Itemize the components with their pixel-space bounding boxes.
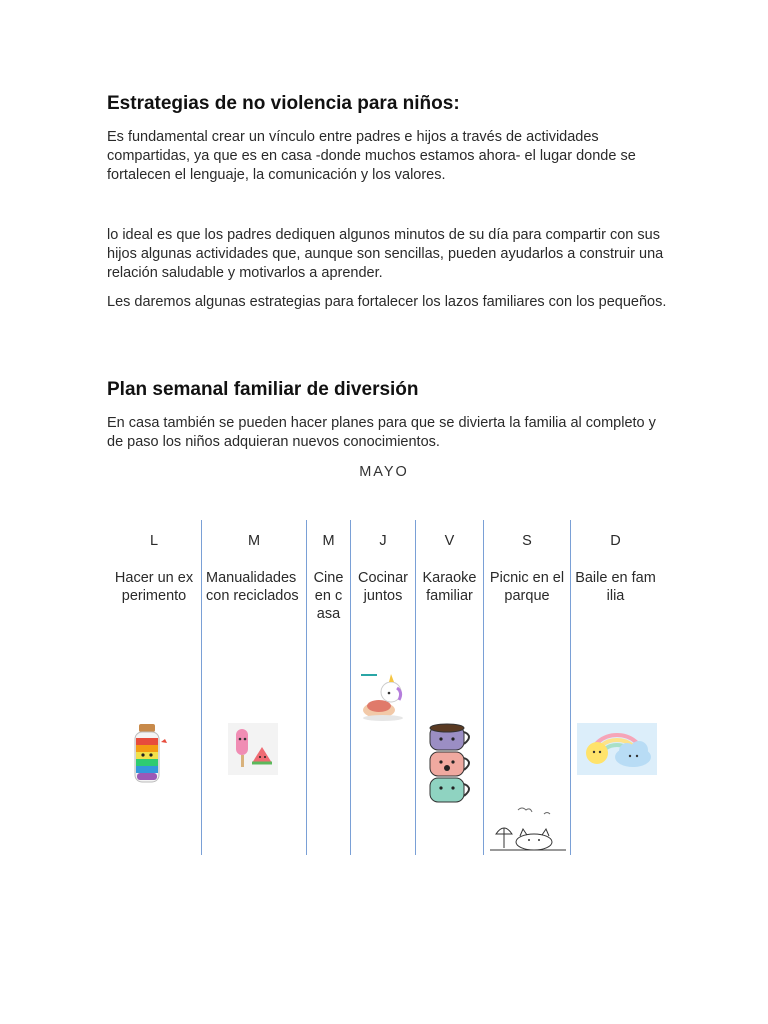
activity-label: Picnic en el parque (489, 570, 565, 604)
day-letter: S (522, 533, 532, 549)
intro-paragraph-2: lo ideal es que los padres dediquen algunos minutos de su día para compartir con sus hijos algunas actividades que, aunque son sencillas, pueden ayudarlos a construir una relación saludable y motivarlos a aprender. (107, 227, 664, 281)
day-letter: M (322, 533, 335, 549)
activity-label: Manualidades con reciclados (206, 570, 299, 604)
month-label: MAYO (359, 464, 409, 480)
day-column-wednesday (307, 520, 351, 855)
intro-paragraph-3: Les daremos algunas estrategias para fortalecer los lazos familiares con los pequeños. (107, 294, 667, 310)
day-column-friday (416, 520, 484, 855)
day-column-sunday (571, 520, 660, 855)
activity-label: Cocinar juntos (358, 570, 408, 604)
day-column-monday (107, 520, 202, 855)
activity-label: Hacer un experimento (114, 570, 194, 604)
activity-label: Cine en casa (313, 570, 344, 622)
day-letter: V (444, 533, 455, 549)
weekly-plan-table (107, 520, 660, 855)
day-column-thursday (351, 520, 416, 855)
plan-paragraph: En casa también se pueden hacer planes para que se divierta la familia al completo y de paso los niños adquieran nuevos conocimientos. (107, 415, 656, 450)
unicorn-cooking-icon (359, 672, 407, 722)
cat-picnic-icon (488, 804, 568, 854)
day-column-saturday (484, 520, 571, 855)
intro-paragraph-1: Es fundamental crear un vínculo entre padres e hijos a través de actividades compartidas, ya que es en casa -donde muchos estamos ahora- el lugar donde se fortalecen el lenguaje, la comunicación y los valores. (107, 129, 636, 183)
day-letter: L (149, 533, 159, 549)
day-letter: D (610, 533, 621, 549)
rainbow-clouds-icon (577, 723, 657, 775)
activity-label: Baile en familia (575, 570, 656, 604)
day-column-tuesday (202, 520, 307, 855)
day-letter: M (247, 533, 261, 549)
stacked-cups-icon (424, 722, 476, 806)
section2-heading: Plan semanal familiar de diversión (107, 379, 419, 400)
rainbow-jar-icon (129, 722, 169, 784)
day-letter: J (379, 533, 387, 549)
section1-heading: Estrategias de no violencia para niños: (107, 93, 460, 114)
activity-label: Karaoke familiar (422, 570, 477, 604)
popsicle-watermelon-icon (228, 723, 278, 775)
